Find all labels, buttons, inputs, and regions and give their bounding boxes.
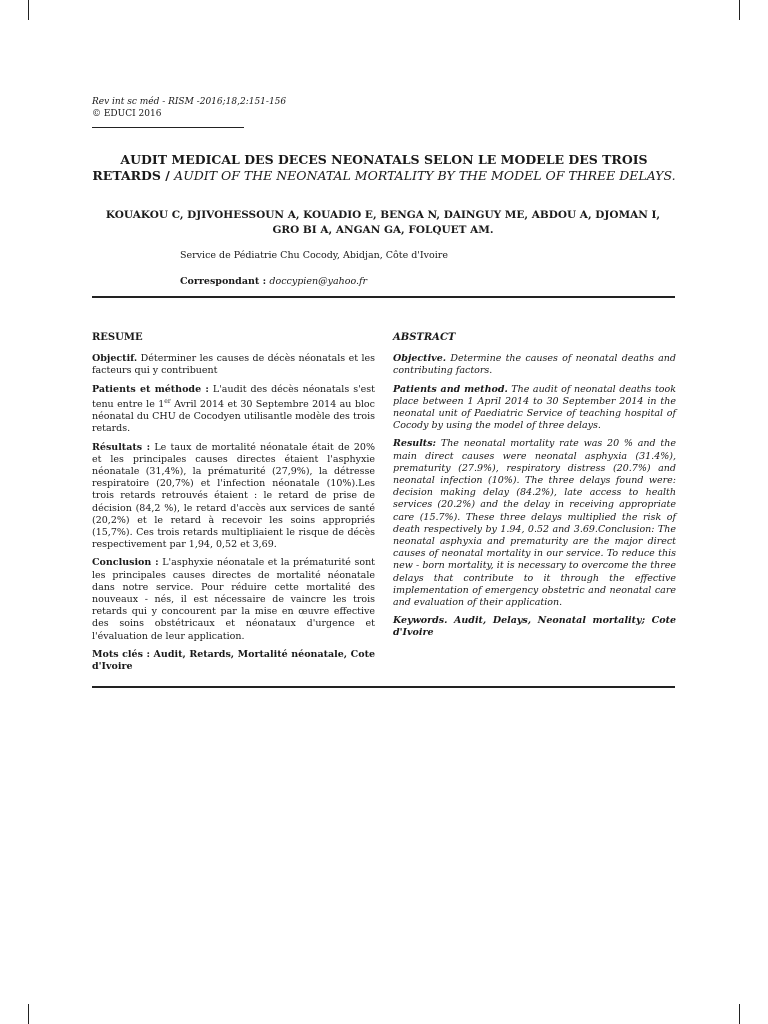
objective-text: Determine the causes of neonatal deaths and contributing factors. [393,353,676,377]
correspondent-label: Correspondant : [180,276,270,287]
crop-mark-top-left [28,0,29,20]
method-label: Patients and method. [393,383,508,395]
copyright: © EDUCI 2016 [92,109,162,119]
objectif-text: Déterminer les causes de décès néonatals et les facteurs qui y contribuent [92,353,375,377]
abstract-objective [393,353,676,377]
objective-label: Objective. [393,353,447,365]
abstract-method [393,384,676,433]
resume-objectif [92,353,375,377]
correspondent [180,276,367,287]
journal-header [92,96,286,120]
title-english: AUDIT OF THE NEONATAL MORTALITY BY THE MODEL OF THREE DELAYS. [174,168,676,183]
abstract-heading: ABSTRACT [393,332,456,343]
resume-methode [92,384,375,436]
title-french: AUDIT MEDICAL DES DECES NEONATALS SELON LE MODELE DES TROIS RETARDS / [92,152,648,183]
correspondent-email: doccypien@yahoo.fr [269,276,368,287]
top-divider [92,296,675,298]
methode-text-b: Avril 2014 et 30 Septembre 2014 au bloc néonatal du CHU de Cocodyen utilisantle modèle des trois retards. [92,398,375,435]
methode-sup: er [164,397,171,405]
article-title [88,152,680,184]
resume-conclusion [92,557,375,642]
conclusion-text: L'asphyxie néonatale et la prématurité sont les principales causes directes de mortalité néonatale dans notre service. Pour réduire cette mortalité des nouveaux - nés, il est nécessaire de vaincre les trois retards qui y concourent par la mise en œuvre effective des soins obstétricaux et néonataux d'urgence et l'évaluation de leur application. [92,557,376,642]
methode-label: Patients et méthode : [92,383,209,395]
methode-text-a: L'audit des décès néonatals s'est tenu entre le 1 [92,383,375,410]
crop-mark-bottom-right [739,1004,740,1024]
abstract-column [393,332,676,646]
abstract-keywords: Keywords. Audit, Delays, Neonatal mortality; Cote d'Ivoire [393,615,676,639]
results-label: Results: [393,438,437,450]
resume-resultats [92,442,375,552]
author-list: KOUAKOU C, DJIVOHESSOUN A, KOUADIO E, BENGA N, DAINGUY ME, ABDOU A, DJOMAN I, GRO BI A, ANGAN GA, FOLQUET AM. [105,209,661,236]
conclusion-label: Conclusion : [92,557,159,569]
header-divider [92,127,244,128]
journal-reference: Rev int sc méd - RISM -2016;18,2:151-156 [92,97,287,107]
objectif-label: Objectif. [92,353,138,365]
method-text: The audit of neonatal deaths took place between 1 April 2014 to 30 September 2014 in the neonatal unit of Paediatric Service of teaching hospital of Cocody by using the model of three delays. [393,383,676,432]
abstract-results [393,438,676,609]
bottom-divider [92,686,675,688]
crop-mark-bottom-left [28,1004,29,1024]
results-text: The neonatal mortality rate was 20 % and the main direct causes were neonatal asphyxia (31.4%), prematurity (27.9%), respiratory distress (20.7%) and neonatal infection (10%). The three delays found were: decision making delay (84.2%), late access to health services (20.2%) and the delay in receiving appropriate care (15.7%). These three delays multiplied the risk of death respectively by 1.94, 0.52 and 3.69.Conclusion: The neonatal asphyxia and prematurity are the major direct causes of neonatal mortality in our service. To reduce this new - born mortality, it is necessary to overcome the three delays that contribute to it through the effective implementation of emergency obstetric and neonatal care and evaluation of their application. [393,438,676,609]
resume-heading: RESUME [92,332,143,343]
affiliation: Service de Pédiatrie Chu Cocody, Abidjan, Côte d'Ivoire [180,250,448,261]
crop-mark-top-right [739,0,740,20]
resume-column [92,332,375,679]
resume-keywords: Mots clés : Audit, Retards, Mortalité néonatale, Cote d'Ivoire [92,648,375,673]
resultats-label: Résultats : [92,441,151,453]
resultats-text: Le taux de mortalité néonatale était de 20% et les principales causes directes étaient l'asphyxie néonatale (31,4%), la prématurité (27,9%), la détresse respiratoire (20,7%) et l'infection néonatale (10%).Les trois retards retrouvés étaient : le retard de prise de décision (84,2 %), le retard d'accès aux services de santé (20,2%) et le retard à recevoir les soins appropriés (15,7%). Ces trois retards multipliaient le risque de décès respectivement par 1,94, 0,52 et 3,69. [92,441,375,551]
